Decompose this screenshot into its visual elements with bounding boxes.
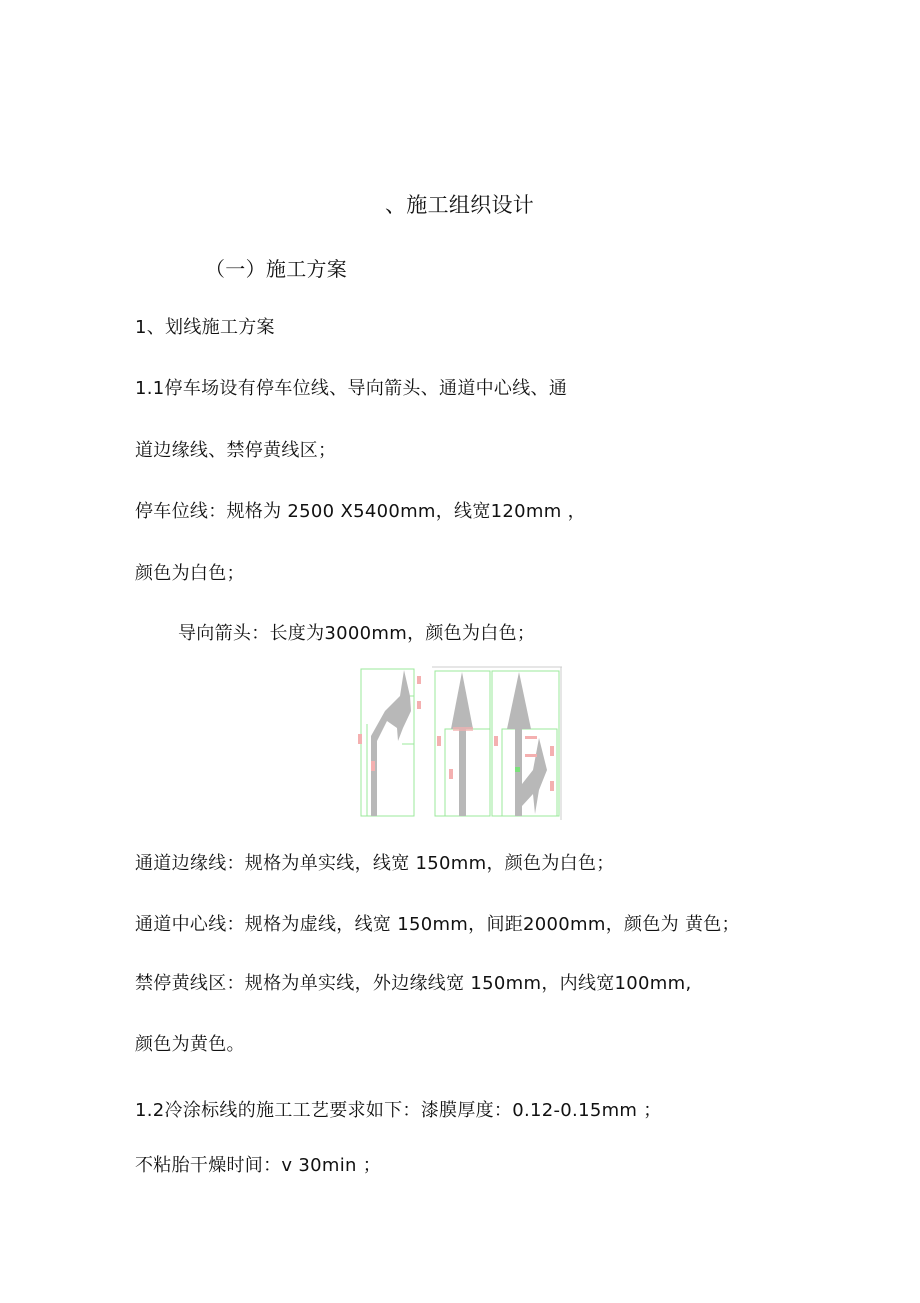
parking-line-spec: 停车位线：规格为 2500 X5400mm，线宽120mm ，: [135, 501, 586, 522]
paragraph-1-1: 1.1停车场设有停车位线、导向箭头、通道中心线、通: [135, 378, 568, 399]
guide-arrow-diagram: [357, 666, 562, 820]
dry-time-spec: 不粘胎干燥时间：v 30min ；: [135, 1155, 382, 1176]
aisle-center-line-spec: 通道中心线：规格为虚线，线宽 150mm，间距2000mm，颜色为 黄色；: [135, 914, 740, 935]
aisle-edge-line-spec: 通道边缘线：规格为单实线，线宽 150mm，颜色为白色；: [135, 853, 615, 874]
section-heading: （一）施工方案: [205, 257, 348, 281]
paragraph-1-2: 1.2冷涂标线的施工工艺要求如下：漆膜厚度：0.12-0.15mm ；: [135, 1100, 662, 1121]
document-title: 、施工组织设计: [385, 193, 535, 217]
subsection-heading: 1、划线施工方案: [135, 317, 275, 338]
parking-line-color: 颜色为白色；: [135, 563, 245, 584]
no-parking-zone-spec: 禁停黄线区：规格为单实线，外边缘线宽 150mm，内线宽100mm,: [135, 973, 692, 994]
guide-arrow-spec: 导向箭头：长度为3000mm，颜色为白色；: [178, 623, 536, 644]
no-parking-zone-color: 颜色为黄色。: [135, 1034, 245, 1055]
paragraph-1-1-cont: 道边缘线、禁停黄线区；: [135, 440, 337, 461]
